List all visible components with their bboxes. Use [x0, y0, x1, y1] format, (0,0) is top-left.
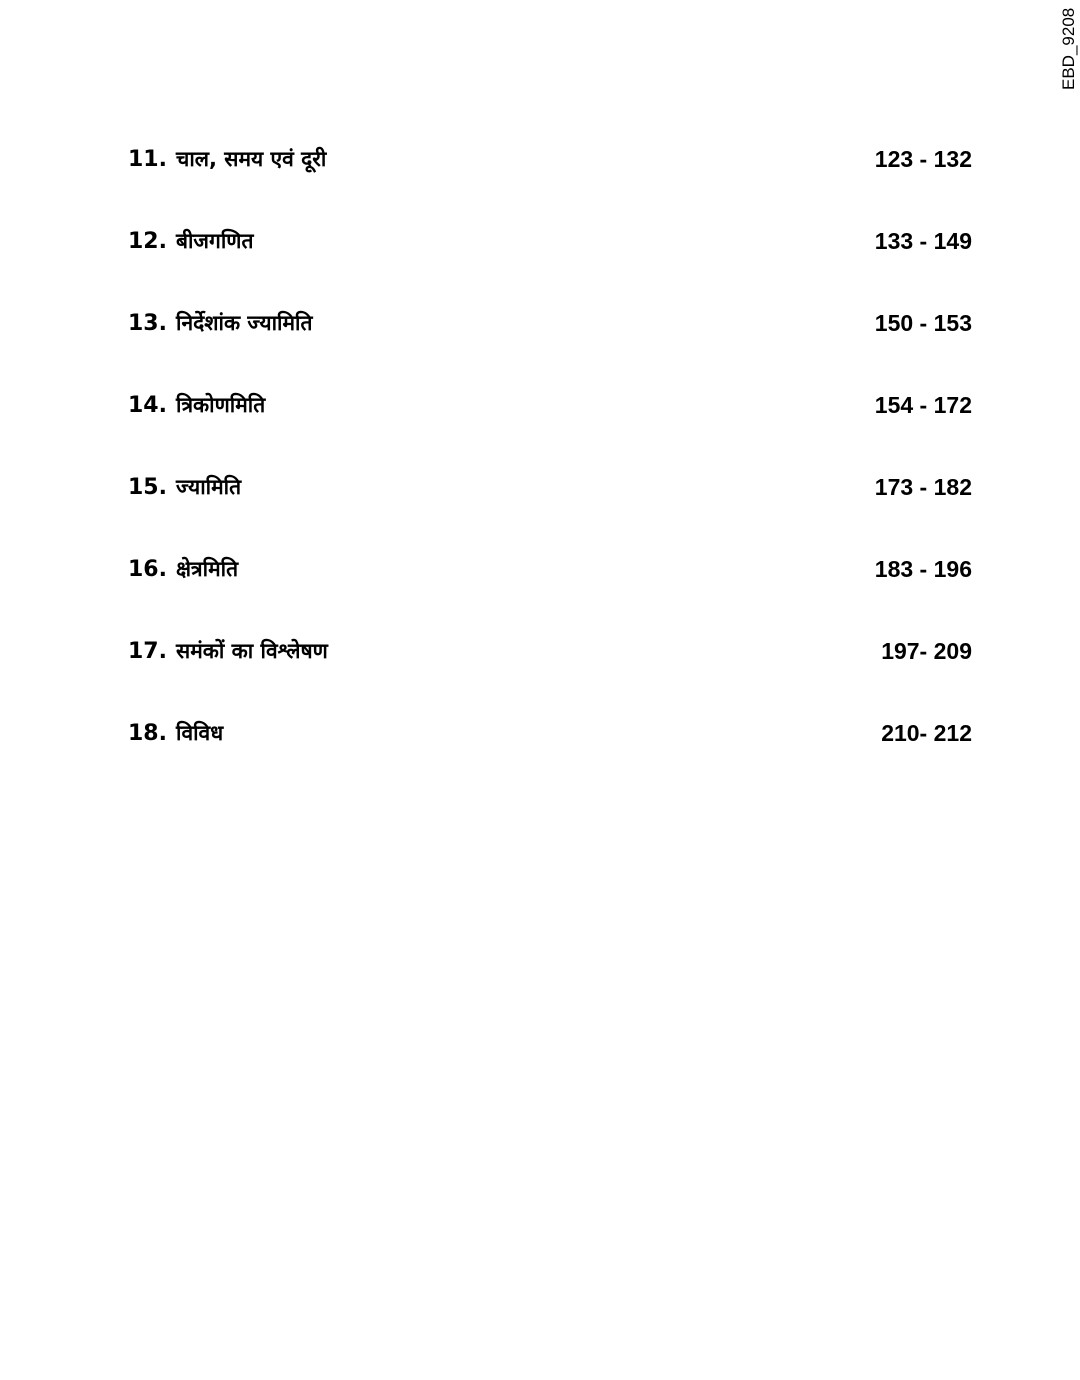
- chapter-number: 12.: [128, 228, 167, 254]
- chapter-number: 14.: [128, 392, 167, 418]
- toc-entry-12: [128, 222, 972, 260]
- chapter-number: 17.: [128, 638, 167, 664]
- page-range: 183 - 196: [874, 555, 972, 582]
- toc-entry-13: [128, 304, 972, 342]
- page-range: 197- 209: [881, 637, 972, 664]
- page-range: 133 - 149: [874, 227, 972, 254]
- chapter-number: 11.: [128, 146, 167, 172]
- toc-entry-17: [128, 632, 972, 670]
- chapter-title: ज्यामिति: [176, 475, 242, 499]
- chapter-title: निर्देशांक ज्यामिति: [176, 311, 313, 335]
- chapter-title: चाल, समय एवं दूरी: [176, 147, 327, 171]
- toc-entry-11: [128, 140, 972, 178]
- chapter-title: बीजगणित: [176, 229, 254, 253]
- document-code-label: [1058, 0, 1080, 100]
- chapter-title: समंकों का विश्लेषण: [176, 639, 328, 663]
- chapter-title: विविध: [176, 721, 224, 745]
- chapter-number: 18.: [128, 720, 167, 746]
- page-range: 150 - 153: [874, 309, 972, 336]
- page-range: 210- 212: [881, 719, 972, 746]
- chapter-number: 15.: [128, 474, 167, 500]
- page-range: 123 - 132: [874, 145, 972, 172]
- page-range: 154 - 172: [874, 391, 972, 418]
- page-range: 173 - 182: [874, 473, 972, 500]
- table-of-contents: [128, 140, 972, 796]
- chapter-title: त्रिकोणमिति: [176, 393, 266, 417]
- chapter-number: 13.: [128, 310, 167, 336]
- toc-entry-18: [128, 714, 972, 752]
- chapter-title: क्षेत्रमिति: [176, 557, 239, 581]
- toc-entry-15: [128, 468, 972, 506]
- chapter-number: 16.: [128, 556, 167, 582]
- toc-entry-16: [128, 550, 972, 588]
- toc-entry-14: [128, 386, 972, 424]
- document-code-text: EBD_9208: [1059, 7, 1078, 90]
